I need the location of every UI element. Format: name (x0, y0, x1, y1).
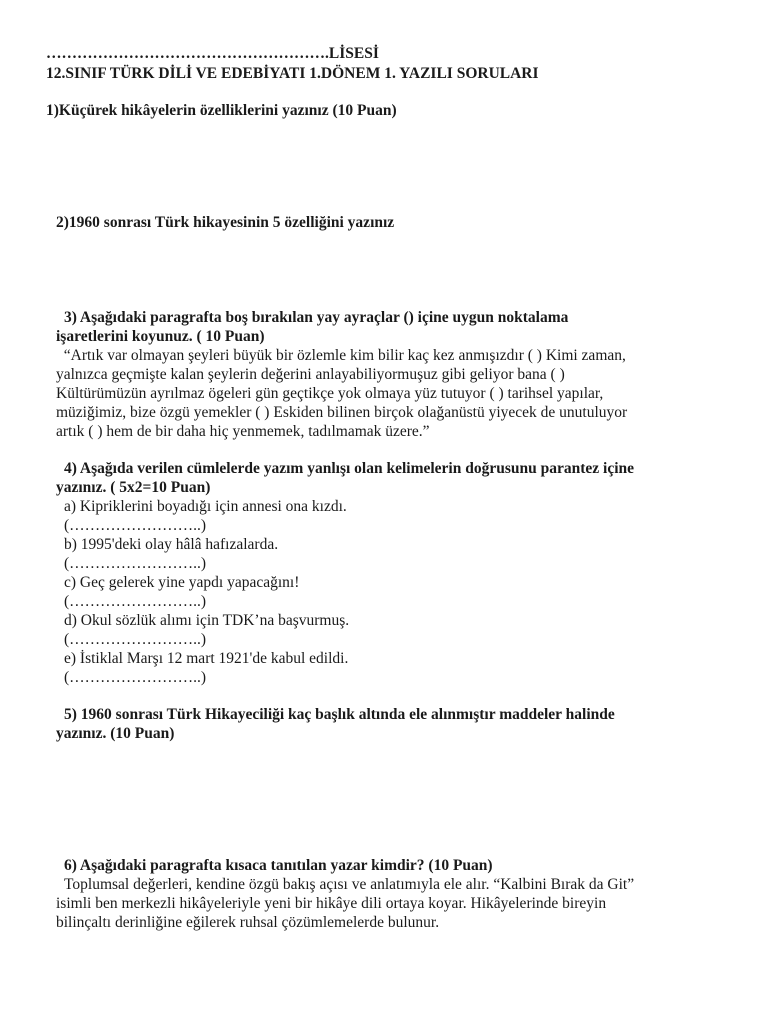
item-sentence-a: a) Kipriklerini boyadığı için annesi ona kızdı. (64, 498, 347, 515)
question-5-line-2: yazınız. (10 Puan) (56, 725, 175, 742)
question-4-items (64, 497, 349, 687)
paragraph-line: artık ( ) hem de bir daha hiç yenmemek, tadılmamak üzere.” (56, 423, 430, 440)
answer-blank-d: (……………………..) (64, 631, 207, 648)
question-4 (56, 459, 634, 497)
question-3-line-2: işaretlerini koyunuz. ( 10 Puan) (56, 328, 265, 345)
question-4-line-1: 4) Aşağıda verilen cümlelerde yazım yanlışı olan kelimelerin doğrusunu parantez içine (64, 460, 635, 477)
paragraph-line: Kültürümüzün ayrılmaz ögeleri gün geçtikçe yok olmaya yüz tutuyor ( ) tarihsel yapılar, (56, 385, 604, 402)
paragraph-line: “Artık var olmayan şeyleri büyük bir özlemle kim bilir kaç kez anmışızdır ( ) Kimi zaman, (56, 347, 626, 364)
question-2 (56, 213, 394, 232)
question-1 (46, 101, 397, 120)
question-2-text: 2)1960 sonrası Türk hikayesinin 5 özelliğini yazınız (56, 214, 395, 231)
question-3-paragraph (56, 346, 627, 441)
question-6-title: 6) Aşağıdaki paragrafta kısaca tanıtılan yazar kimdir? (10 Puan) (64, 857, 493, 874)
question-5 (56, 705, 615, 743)
item-sentence-c: c) Geç gelerek yine yapdı yapacağını! (64, 574, 300, 591)
answer-blank-a: (……………………..) (64, 517, 207, 534)
exam-header (46, 44, 539, 84)
question-4-line-2: yazınız. ( 5x2=10 Puan) (56, 479, 211, 496)
question-6-paragraph (56, 875, 634, 932)
item-sentence-e: e) İstiklal Marşı 12 mart 1921'de kabul edildi. (64, 650, 349, 667)
paragraph-line: yalnızca geçmişte kalan şeylerin değerini anlayabiliyormuşuz gibi geliyor bana ( ) (56, 366, 565, 383)
paragraph-line: bilinçaltı derinliğine eğilerek ruhsal çözümlemelerde bulunur. (56, 914, 440, 931)
paragraph-line: isimli ben merkezli hikâyeleriyle yeni bir hikâye dili ortaya koyar. Hikâyelerinde bireyin (56, 895, 607, 912)
school-name: ……………………………………………….LİSESİ (46, 45, 379, 62)
question-1-text: 1)Küçürek hikâyelerin özelliklerini yazınız (10 Puan) (46, 102, 397, 119)
answer-blank-e: (……………………..) (64, 669, 207, 686)
item-sentence-d: d) Okul sözlük alımı için TDK’na başvurmuş. (64, 612, 350, 629)
item-sentence-b: b) 1995'deki olay hâlâ hafızalarda. (64, 536, 279, 553)
answer-blank-c: (……………………..) (64, 593, 207, 610)
question-3-line-1: 3) Aşağıdaki paragrafta boş bırakılan yay ayraçlar () içine uygun noktalama (64, 309, 569, 326)
exam-title: 12.SINIF TÜRK DİLİ VE EDEBİYATI 1.DÖNEM 1. YAZILI SORULARI (46, 65, 539, 82)
paragraph-line: Toplumsal değerleri, kendine özgü bakış açısı ve anlatımıyla ele alır. “Kalbini Bırak da Git” (64, 876, 635, 893)
paragraph-line: müziğimiz, bize özgü yemekler ( ) Eskiden bilinen birçok olağanüstü yiyecek de unutuluyor (56, 404, 628, 421)
question-6 (64, 856, 493, 875)
answer-blank-b: (……………………..) (64, 555, 207, 572)
question-3 (56, 308, 568, 346)
question-5-line-1: 5) 1960 sonrası Türk Hikayeciliği kaç başlık altında ele alınmıştır maddeler halinde (64, 706, 615, 723)
